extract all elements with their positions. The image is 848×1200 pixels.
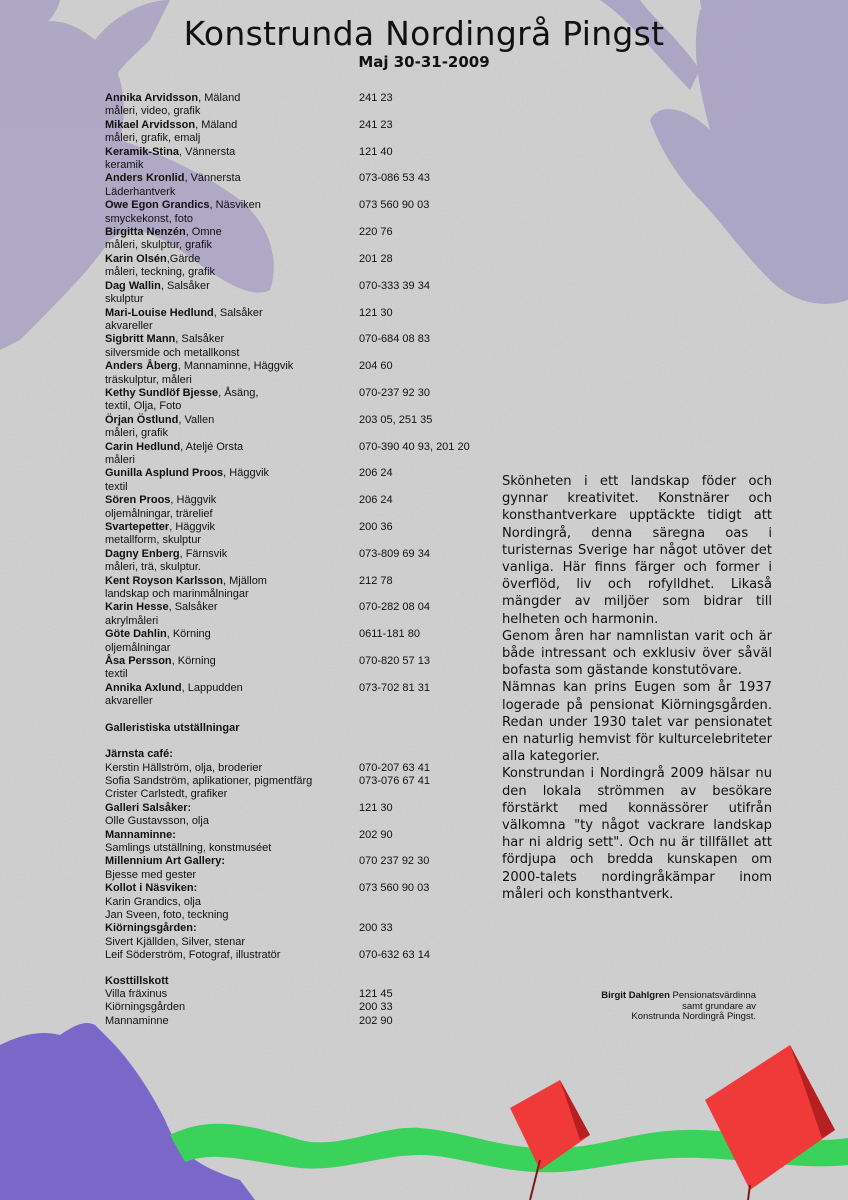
artist-description: måleri, grafik, emalj	[105, 132, 201, 145]
artist-phone: 073-702 81 31	[359, 681, 430, 694]
signature-line: Konstrunda Nordingrå Pingst.	[631, 1011, 756, 1023]
artist-name: Göte Dahlin	[105, 628, 167, 641]
list-item: Kiörningsgården 200 33	[105, 1001, 393, 1014]
page-subtitle: Maj 30-31-2009	[358, 53, 490, 71]
artist-description: måleri	[105, 453, 135, 466]
artist-description: akvareller	[105, 695, 153, 708]
artist-entry	[105, 467, 505, 494]
artist-description: måleri, skulptur, grafik	[105, 239, 212, 252]
artist-phone: 241 23	[359, 92, 393, 104]
artist-name: Gunilla Asplund Proos	[105, 467, 224, 480]
artist-entry	[105, 494, 505, 521]
list-item: Kerstin Hällström, olja, broderier 070-207 63 41	[105, 761, 430, 774]
artist-place: , Mäland	[195, 118, 238, 131]
artist-name: Anders Åberg	[105, 360, 178, 373]
artist-phone: 200 36	[359, 521, 393, 533]
artist-description: keramik	[105, 159, 144, 172]
artist-phone: 070-282 08 04	[359, 601, 430, 614]
artist-phone: 204 60	[359, 360, 393, 373]
artist-phone: 203 05, 251 35	[359, 413, 433, 426]
artist-name: Dag Wallin	[105, 279, 161, 292]
artist-phone: 121 30	[359, 306, 393, 319]
gallery-kollot: Kollot i Näsviken: 073 560 90 03	[105, 882, 430, 895]
article-paragraph: Skönheten i ett landskap föder och gynnar kreativitet. Konstnärer och konsthantverkare upptäckte tidigt att Nordingrå, denna säregna oas i turisternas Sverige har något utöver det vanliga. Här finns färger och former i överflöd, liv och rofylldhet. Likaså mängder av miljöer som bidrar till helheten och harmonin.	[502, 474, 772, 627]
artist-phone: 121 40	[359, 145, 393, 158]
artist-place: , Salsåker	[175, 333, 225, 346]
artist-description: metallform, skulptur	[105, 534, 201, 547]
artist-description: träskulptur, måleri	[105, 373, 192, 386]
kosttillskott-heading: Kosttillskott	[105, 974, 169, 987]
artist-name: Åsa Persson	[105, 655, 172, 668]
gallery-jarnsta: Järnsta café:	[105, 748, 173, 761]
artist-place: , Näsviken	[209, 199, 261, 212]
artist-name: Sigbritt Mann	[105, 333, 176, 346]
artist-place: , Vännersta	[184, 172, 241, 185]
artist-place: ,Gärde	[166, 252, 201, 265]
list-item: Sivert Kjällden, Silver, stenar	[105, 935, 246, 948]
artist-place: , Salsåker	[213, 306, 263, 319]
artist-entry	[105, 575, 505, 602]
artist-phone: 070-237 92 30	[359, 386, 430, 399]
artist-phone: 206 24	[359, 467, 393, 480]
artist-phone: 073-086 53 43	[359, 172, 430, 185]
artist-entry	[105, 307, 505, 334]
gallery-millennium: Millennium Art Gallery: 070 237 92 30	[105, 855, 430, 868]
artist-place: , Häggvik	[223, 467, 270, 480]
artist-entry	[105, 253, 505, 280]
artist-description: måleri, trä, skulptur.	[105, 561, 201, 574]
list-item: Karin Grandics, olja	[105, 895, 201, 908]
artist-entry	[105, 172, 505, 199]
signature	[516, 991, 756, 1023]
artist-place: , Färnsvik	[179, 547, 228, 560]
artist-place: , Ateljé Orsta	[180, 440, 244, 453]
artist-entry	[105, 655, 505, 682]
artist-phone: 073 560 90 03	[359, 199, 430, 212]
artist-place: , Mannaminne, Häggvik	[177, 360, 294, 373]
artist-description: oljemålningar, trärelief	[105, 507, 213, 520]
artist-place: , Vallen	[178, 413, 215, 426]
list-item: Crister Carlstedt, grafiker	[105, 788, 228, 801]
artist-name: Karin Olsén	[105, 252, 167, 265]
artist-name: Kent Royson Karlsson	[105, 574, 223, 587]
galleries-heading: Galleristiska utställningar	[105, 721, 240, 734]
artist-name: Dagny Enberg	[105, 547, 180, 560]
artist-phone: 070-820 57 13	[359, 655, 430, 668]
artist-description: akrylmåleri	[105, 614, 159, 627]
artist-entry	[105, 280, 505, 307]
artist-entry	[105, 441, 505, 468]
artist-entry	[105, 92, 505, 119]
artist-entry	[105, 387, 505, 414]
artist-entry	[105, 146, 505, 173]
artist-name: Mari-Louise Hedlund	[105, 306, 214, 319]
artist-phone: 0611-181 80	[359, 628, 420, 641]
article-paragraph: Konstrundan i Nordingrå 2009 hälsar nu den lokala strömmen av besökare förstärkt med konnässörer utifrån välkomna "ty något vackrare landskap har ni aldrig sett". Och nu är tillfället att fördjupa och bredda kunskapen om 2000-talets nordingråkämpar inom måleri och konsthantverk.	[502, 766, 772, 902]
artist-name: Karin Hesse	[105, 601, 169, 614]
artist-description: textil	[105, 480, 128, 493]
artist-place: , Salsåker	[168, 601, 218, 614]
artist-entry	[105, 333, 505, 360]
list-item: Mannaminne 202 90	[105, 1014, 393, 1027]
artist-list	[105, 92, 505, 1028]
artist-phone: 070-684 08 83	[359, 333, 430, 346]
artist-place: , Mjällom	[222, 574, 267, 587]
artist-phone: 241 23	[359, 118, 393, 131]
artist-name: Keramik-Stina	[105, 145, 179, 158]
intro-article	[502, 473, 772, 903]
artist-place: , Häggvik	[170, 494, 217, 507]
artist-description: måleri, grafik	[105, 427, 168, 440]
artist-phone: 212 78	[359, 574, 393, 587]
article-paragraph: Nämnas kan prins Eugen som år 1937 logerade på pensionat Kiörningsgården. Redan under 1930 talet var pensionatet en naturlig hemvist för kulturcelebriteter alla kategorier.	[502, 680, 772, 765]
artist-place: , Häggvik	[169, 521, 216, 533]
artist-place: , Mäland	[198, 92, 241, 104]
gallery-kiorning: Kiörningsgården: 200 33	[105, 922, 393, 935]
artist-name: Carin Hedlund	[105, 440, 181, 453]
artist-entries	[105, 92, 505, 709]
artist-place: , Körning	[166, 628, 211, 641]
artist-name: Birgitta Nenzén	[105, 226, 186, 239]
gallery-salsaker: Galleri Salsåker: 121 30	[105, 801, 393, 814]
artist-name: Annika Axlund	[105, 681, 182, 694]
artist-phone: 220 76	[359, 226, 393, 239]
list-item: Bjesse med gester	[105, 868, 197, 881]
artist-place: , Omne	[185, 226, 222, 239]
artist-description: akvareller	[105, 319, 153, 332]
artist-description: skulptur	[105, 293, 144, 306]
gallery-mannaminne: Mannaminne: 202 90	[105, 828, 393, 841]
artist-description: textil, Olja, Foto	[105, 400, 182, 413]
artist-description: textil	[105, 668, 128, 681]
artist-name: Anders Kronlid	[105, 172, 185, 185]
artist-entry	[105, 414, 505, 441]
artist-entry	[105, 548, 505, 575]
signature-role: Pensionatsvärdinna	[672, 990, 756, 1001]
artist-description: Läderhantverk	[105, 185, 176, 198]
artist-entry	[105, 628, 505, 655]
list-item: Olle Gustavsson, olja	[105, 815, 209, 828]
artist-place: , Vännersta	[178, 145, 236, 158]
list-item: Jan Sveen, foto, teckning	[105, 908, 229, 921]
article-paragraph: Genom åren har namnlistan varit och är både intressant och exklusiv över såväl bofasta som gästande konstutövare.	[502, 628, 772, 679]
artist-description: silversmide och metallkonst	[105, 346, 240, 359]
artist-entry	[105, 521, 505, 548]
artist-entry	[105, 199, 505, 226]
signature-name: Birgit Dahlgren	[601, 990, 670, 1001]
artist-name: Kethy Sundlöf Bjesse	[105, 386, 219, 399]
list-item: Villa fräxinus 121 45	[105, 988, 393, 1000]
artist-name: Svartepetter	[105, 521, 170, 533]
artist-description: måleri, teckning, grafik	[105, 266, 216, 279]
artist-description: smyckekonst, foto	[105, 212, 194, 225]
artist-name: Mikael Arvidsson	[105, 118, 196, 131]
list-item: Sofia Sandström, aplikationer, pigmentfärg 073-076 67 41	[105, 774, 430, 787]
list-item: Samlings utställning, konstmuséet	[105, 841, 272, 854]
artist-name: Owe Egon Grandics	[105, 199, 210, 212]
artist-place: , Lappudden	[181, 681, 243, 694]
artist-entry	[105, 360, 505, 387]
artist-entry	[105, 682, 505, 709]
artist-entry	[105, 226, 505, 253]
artist-entry	[105, 119, 505, 146]
list-item: Leif Söderström, Fotograf, illustratör 070-632 63 14	[105, 949, 430, 962]
signature-line: samt grundare av	[682, 1000, 756, 1012]
artist-place: , Körning	[171, 655, 216, 668]
artist-phone: 201 28	[359, 252, 393, 265]
artist-entry	[105, 601, 505, 628]
artist-description: måleri, video, grafik	[105, 105, 201, 118]
artist-description: oljemålningar	[105, 641, 171, 654]
artist-phone: 206 24	[359, 494, 393, 507]
artist-description: landskap och marinmålningar	[105, 588, 249, 601]
artist-place: , Åsäng,	[218, 386, 259, 399]
artist-phone: 073-809 69 34	[359, 547, 430, 560]
artist-name: Örjan Östlund	[105, 413, 179, 426]
artist-phone: 070-390 40 93, 201 20	[359, 440, 470, 453]
page-title: Konstrunda Nordingrå Pingst	[183, 14, 665, 53]
artist-place: , Salsåker	[160, 279, 210, 292]
artist-name: Annika Arvidsson	[105, 92, 199, 104]
artist-name: Sören Proos	[105, 494, 171, 507]
artist-phone: 070-333 39 34	[359, 279, 430, 292]
